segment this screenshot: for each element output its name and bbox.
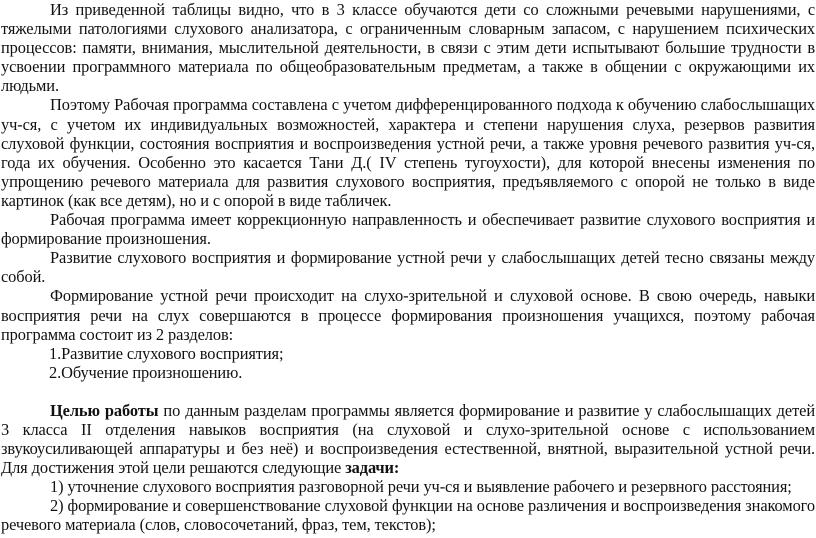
paragraph-correctional-focus: Рабочая программа имеет коррекционную направленность и обеспечивает развитие слухового восприятия и формирование произношения.	[1, 210, 815, 249]
tasks-label: задачи:	[345, 458, 400, 478]
blank-line	[0, 382, 816, 401]
paragraph-program-approach: Поэтому Рабочая программа составлена с учетом дифференцированного подхода к обучению слабослышащих уч-ся, с учетом их индивидуальных возможностей, характера и степени нарушения слуха, резервов развития слуховой функции, состояния восприятия и воспроизведения устной речи, а также уровня речевого развития уч-ся, года их обучения. Особенно это касается Тани Д.( IV степень тугоухости), для которой внесены изменения по упрощению речевого материала для развития слухового восприятия, предъявляемого с опорой не только в виде картинок (как все детям), но и с опорой в виде табличек.	[1, 95, 815, 210]
paragraph-oral-speech-formation: Формирование устной речи происходит на слухо-зрительной и слуховой основе. В свою очередь, навыки восприятия речи на слух совершаются в процессе формирования произношения учащихся, поэтому рабочая программа состоит из 2 разделов:	[1, 286, 815, 344]
goal-label: Целью работы	[50, 400, 159, 420]
paragraph-class-overview: Из приведенной таблицы видно, что в 3 классе обучаются дети со сложными речевыми нарушениями, с тяжелыми патологиями слухового анализатора, с ограниченным словарным запасом, с нарушением психических процессов: памяти, внимания, мыслительной деятельности, в связи с этим дети испытывают большие трудности в усвоении программного материала по общеобразовательным предметам, а также в общении с окружающими их людьми.	[1, 0, 815, 96]
section-item-hearing-perception: 1.Развитие слухового восприятия;	[49, 343, 284, 363]
paragraph-goal	[0, 401, 815, 477]
section-item-pronunciation: 2.Обучение произношению.	[49, 362, 243, 382]
goal-text: по данным разделам программы является формирование и развитие у слабослышащих детей 3 класса II отделения навыков восприятия (на слуховой и слухо-зрительной основе с использованием звукоусиливающей аппаратуры и без неё) и воспроизведения естественной, внятной, выразительной устной речи. Для достижения этой цели решаются следующие	[1, 400, 816, 478]
task-item-1: 1) уточнение слухового восприятия разговорной речи уч-ся и выявление рабочего и резервного расстояния;	[50, 477, 792, 497]
paragraph-perception-speech-link: Развитие слухового восприятия и формирование устной речи у слабослышащих детей тесно связаны между собой.	[1, 248, 815, 287]
task-item-2: 2) формирование и совершенствование слуховой функции на основе различения и воспроизведения знакомого речевого материала (слов, словосочетаний, фраз, тем, текстов);	[1, 496, 815, 535]
